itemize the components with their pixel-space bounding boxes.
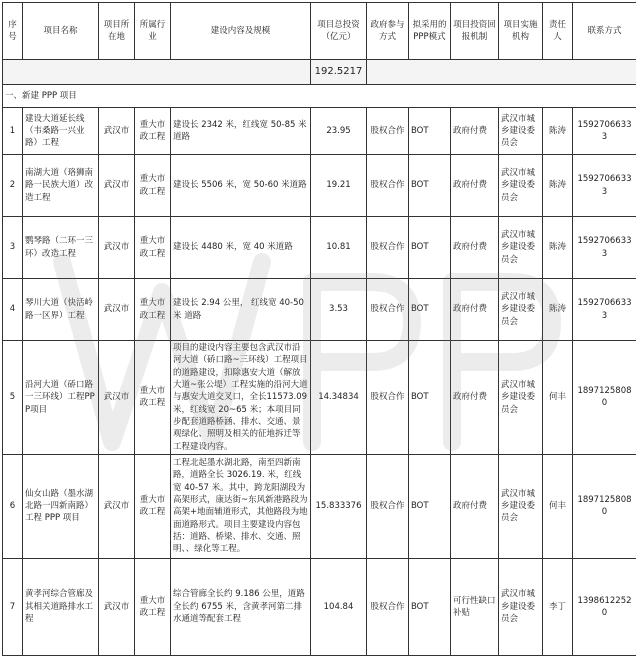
table-row <box>3 279 637 341</box>
cell-owner: 陈涛 <box>543 279 573 341</box>
header-row <box>3 3 637 60</box>
ppp-project-table <box>2 2 636 656</box>
cell-agency: 武汉市城乡建设委员会 <box>499 108 543 155</box>
cell-investment: 19.21 <box>311 155 367 217</box>
header-investment: 项目总投资（亿元） <box>311 3 367 60</box>
cell-agency: 武汉市城乡建设委员会 <box>499 155 543 217</box>
cell-no: 7 <box>3 558 23 655</box>
cell-content: 项目的建设内容主要包含武汉市沿河大道（硚口路~三环线）工程项目的道路建设，扣除惠安大道（解放大道~张公堤）工程实施的沿河大道与惠安大道交叉口，全长11573.09 米，红线宽 20~65 米；本项目同步配套道路桥涵、排水、交通、景观绿化、照明及相关的征地拆迁等工程建设内容。 <box>171 341 311 455</box>
total-row <box>3 60 637 85</box>
cell-return: 政府付费 <box>451 341 499 455</box>
cell-ppp: BOT <box>409 341 451 455</box>
cell-industry: 重大市政工程 <box>135 155 171 217</box>
cell-content: 建设长 5506 米，宽 50-60 米道路 <box>171 155 311 217</box>
cell-return: 政府付费 <box>451 279 499 341</box>
cell-contact: 15927066333 <box>573 279 637 341</box>
header-mode: 政府参与方式 <box>367 3 409 60</box>
table-row <box>3 155 637 217</box>
cell-location: 武汉市 <box>99 217 135 279</box>
cell-ppp: BOT <box>409 155 451 217</box>
cell-ppp: BOT <box>409 454 451 558</box>
cell-location: 武汉市 <box>99 279 135 341</box>
cell-contact: 15927066333 <box>573 108 637 155</box>
cell-agency: 武汉市城乡建设委员会 <box>499 217 543 279</box>
header-agency: 项目实施机构 <box>499 3 543 60</box>
cell-contact: 18971258080 <box>573 341 637 455</box>
cell-name: 建设大道延长线（韦桑路一兴业路）工程 <box>23 108 99 155</box>
cell-owner: 何丰 <box>543 341 573 455</box>
table-row <box>3 454 637 558</box>
cell-no: 5 <box>3 341 23 455</box>
table-row <box>3 217 637 279</box>
cell-agency: 武汉市城乡建设委员会 <box>499 279 543 341</box>
cell-industry: 重大市政工程 <box>135 341 171 455</box>
table-row <box>3 558 637 655</box>
cell-ppp: BOT <box>409 558 451 655</box>
cell-content: 建设长 4480 米，宽 40 米道路 <box>171 217 311 279</box>
table-row <box>3 341 637 455</box>
cell-content: 工程北起墨水湖北路，南至四新南路，道路全长 3026.19. 米，红线宽 40-57 米。其中，跨龙阳湖段为高架形式，康达街~东风新港路段为高架+地面辅道形式，其他路段为地面道路形式。项目主要建设内容包括：道路、桥梁、排水、交通、照明、、绿化等工程。 <box>171 454 311 558</box>
cell-return: 政府付费 <box>451 217 499 279</box>
table-row <box>3 108 637 155</box>
cell-agency: 武汉市城乡建设委员会 <box>499 341 543 455</box>
header-owner: 责任人 <box>543 3 573 60</box>
cell-mode: 股权合作 <box>367 454 409 558</box>
cell-no: 1 <box>3 108 23 155</box>
document-page <box>2 2 636 663</box>
header-return: 项目投资回报机制 <box>451 3 499 60</box>
header-ppp: 拟采用的PPP模式 <box>409 3 451 60</box>
cell-name: 沿河大道（硚口路一三环线）工程PPP项目 <box>23 341 99 455</box>
cell-investment: 10.81 <box>311 217 367 279</box>
cell-investment: 23.95 <box>311 108 367 155</box>
cell-contact: 13986122520 <box>573 558 637 655</box>
cell-location: 武汉市 <box>99 558 135 655</box>
cell-name: 琴川大道（快活岭路一区界）工程 <box>23 279 99 341</box>
header-no: 序号 <box>3 3 23 60</box>
cell-no: 6 <box>3 454 23 558</box>
cell-industry: 重大市政工程 <box>135 454 171 558</box>
cell-investment: 104.84 <box>311 558 367 655</box>
cell-ppp: BOT <box>409 217 451 279</box>
cell-contact: 15927066333 <box>573 155 637 217</box>
cell-agency: 武汉市城乡建设委员会 <box>499 558 543 655</box>
header-content: 建设内容及规模 <box>171 3 311 60</box>
section-row <box>3 85 637 108</box>
cell-location: 武汉市 <box>99 341 135 455</box>
cell-contact: 18971258080 <box>573 454 637 558</box>
cell-mode: 股权合作 <box>367 108 409 155</box>
header-location: 项目所在地 <box>99 3 135 60</box>
cell-return: 政府付费 <box>451 454 499 558</box>
cell-owner: 陈涛 <box>543 108 573 155</box>
header-name: 项目名称 <box>23 3 99 60</box>
cell-contact: 15927066333 <box>573 217 637 279</box>
cell-return: 可行性缺口补贴 <box>451 558 499 655</box>
cell-industry: 重大市政工程 <box>135 108 171 155</box>
cell-mode: 股权合作 <box>367 558 409 655</box>
cell-industry: 重大市政工程 <box>135 217 171 279</box>
cell-no: 2 <box>3 155 23 217</box>
cell-content: 综合管廊全长约 9.186 公里，道路全长约 6755 米，含黄孝河第二排水通道等配套工程 <box>171 558 311 655</box>
cell-location: 武汉市 <box>99 454 135 558</box>
cell-mode: 股权合作 <box>367 279 409 341</box>
cell-ppp: BOT <box>409 108 451 155</box>
cell-return: 政府付费 <box>451 155 499 217</box>
cell-return: 政府付费 <box>451 108 499 155</box>
cell-content: 建设长 2342 米，红线宽 50-85 米道路 <box>171 108 311 155</box>
cell-mode: 股权合作 <box>367 341 409 455</box>
cell-location: 武汉市 <box>99 108 135 155</box>
cell-location: 武汉市 <box>99 155 135 217</box>
cell-agency: 武汉市城乡建设委员会 <box>499 454 543 558</box>
cell-no: 3 <box>3 217 23 279</box>
cell-investment: 15.833376 <box>311 454 367 558</box>
header-contact: 联系方式 <box>573 3 637 60</box>
cell-investment: 3.53 <box>311 279 367 341</box>
cell-owner: 陈涛 <box>543 155 573 217</box>
cell-content: 建设长 2.94 公里， 红线宽 40-50 米 道路 <box>171 279 311 341</box>
header-industry: 所属行业 <box>135 3 171 60</box>
cell-industry: 重大市政工程 <box>135 558 171 655</box>
cell-owner: 何丰 <box>543 454 573 558</box>
cell-name: 仙女山路（墨水湖北路一四新南路）工程 PPP 项目 <box>23 454 99 558</box>
cell-no: 4 <box>3 279 23 341</box>
cell-ppp: BOT <box>409 279 451 341</box>
section-title: 一、新建 PPP 项目 <box>3 85 637 108</box>
cell-mode: 股权合作 <box>367 155 409 217</box>
cell-name: 南湖大道（珞狮南路一民族大道）改造工程 <box>23 155 99 217</box>
cell-owner: 陈涛 <box>543 217 573 279</box>
cell-name: 鹦琴路（二环一三环）改造工程 <box>23 217 99 279</box>
cell-industry: 重大市政工程 <box>135 279 171 341</box>
cell-name: 黄孝河综合管廊及其相关道路排水工程 <box>23 558 99 655</box>
cell-owner: 李丁 <box>543 558 573 655</box>
cell-investment: 14.34834 <box>311 341 367 455</box>
total-investment: 192.5217 <box>311 60 367 85</box>
cell-mode: 股权合作 <box>367 217 409 279</box>
